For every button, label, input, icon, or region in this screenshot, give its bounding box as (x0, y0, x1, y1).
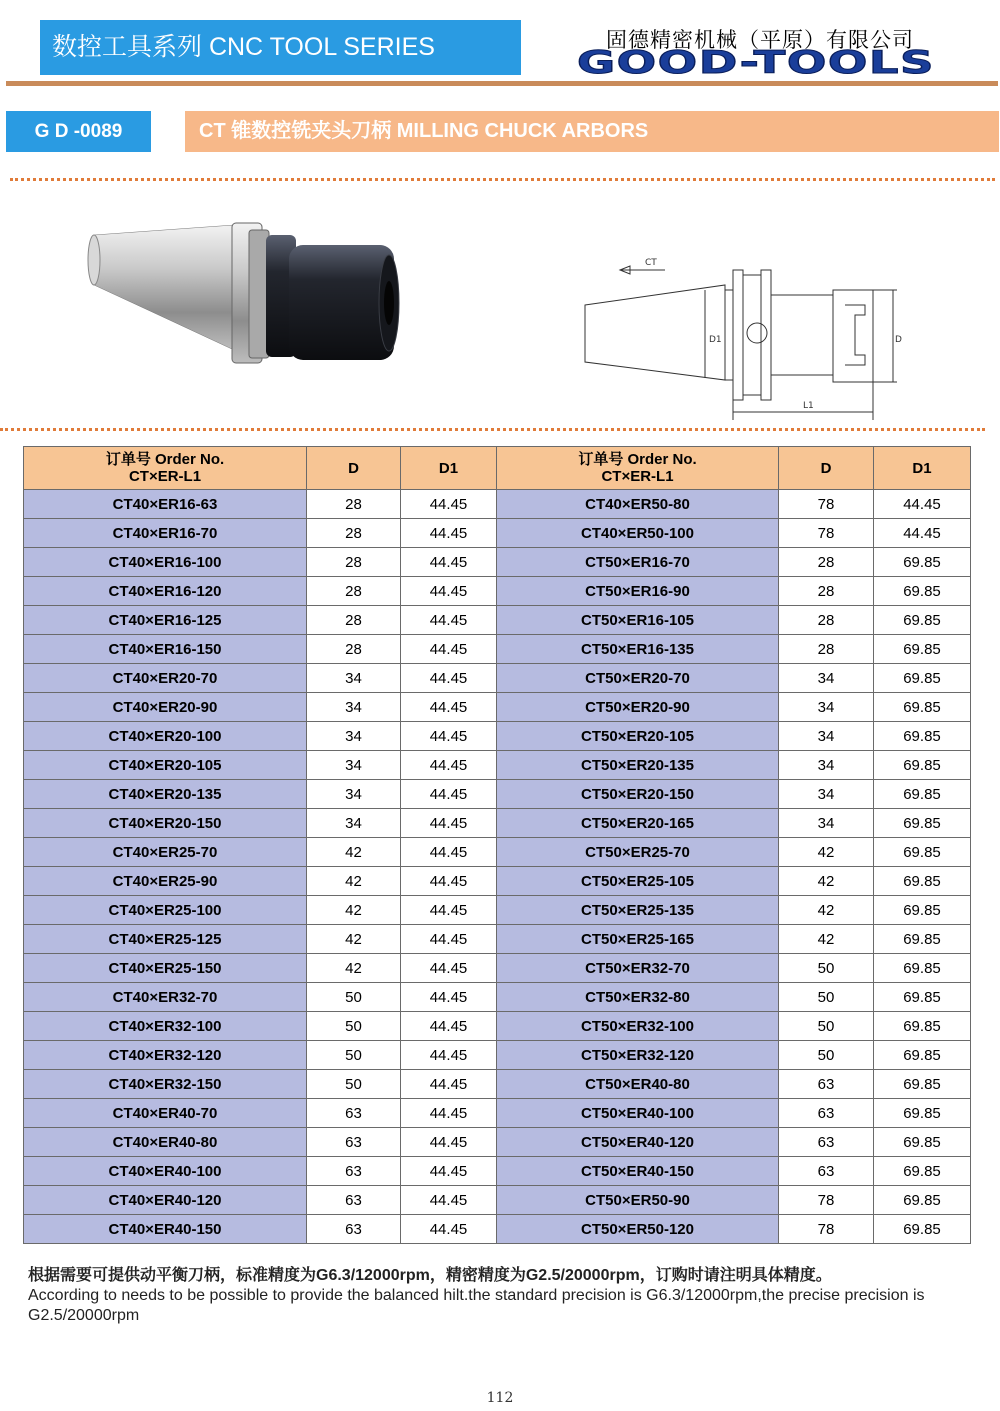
table-row (24, 954, 971, 983)
header-order-no (497, 447, 779, 490)
d1-cell: 44.45 (401, 1157, 497, 1186)
d1-cell: 44.45 (874, 519, 971, 548)
order-no-cell: CT50×ER20-150 (497, 780, 779, 809)
header-order-line2: CT×ER-L1 (128, 468, 202, 485)
product-title: CT 锥数控铣夹头刀柄 MILLING CHUCK ARBORS (185, 111, 999, 152)
d-cell: 34 (307, 809, 401, 838)
d-cell: 50 (307, 1041, 401, 1070)
table-row (24, 1186, 971, 1215)
d1-cell: 44.45 (401, 1012, 497, 1041)
table-row (24, 983, 971, 1012)
order-no-cell: CT40×ER32-100 (24, 1012, 307, 1041)
d-cell: 63 (307, 1128, 401, 1157)
header-d: D (779, 447, 874, 490)
order-no-cell: CT50×ER20-105 (497, 722, 779, 751)
d-cell: 34 (307, 664, 401, 693)
table-row (24, 1128, 971, 1157)
d1-cell: 69.85 (874, 635, 971, 664)
table-row (24, 722, 971, 751)
d1-cell: 44.45 (401, 867, 497, 896)
d-cell: 78 (779, 1215, 874, 1244)
d-cell: 50 (779, 1012, 874, 1041)
d-cell: 42 (307, 896, 401, 925)
d-cell: 28 (779, 577, 874, 606)
d-cell: 50 (307, 983, 401, 1012)
d-cell: 42 (307, 954, 401, 983)
d1-cell: 44.45 (401, 983, 497, 1012)
header-order-line1: 订单号 Order No. (105, 451, 225, 468)
d1-cell: 44.45 (401, 664, 497, 693)
d1-cell: 69.85 (874, 548, 971, 577)
order-no-cell: CT50×ER40-120 (497, 1128, 779, 1157)
table-row (24, 838, 971, 867)
d1-cell: 44.45 (401, 519, 497, 548)
d-cell: 42 (307, 867, 401, 896)
d1-cell: 44.45 (401, 1099, 497, 1128)
d-cell: 42 (779, 925, 874, 954)
order-no-cell: CT50×ER20-135 (497, 751, 779, 780)
d1-cell: 44.45 (401, 635, 497, 664)
order-no-cell: CT40×ER32-120 (24, 1041, 307, 1070)
d-cell: 42 (779, 867, 874, 896)
d1-cell: 44.45 (401, 1215, 497, 1244)
spec-table (23, 446, 971, 1244)
order-no-cell: CT50×ER40-100 (497, 1099, 779, 1128)
product-code: G D -0089 (6, 111, 151, 152)
d-cell: 63 (307, 1157, 401, 1186)
order-no-cell: CT50×ER50-90 (497, 1186, 779, 1215)
order-no-cell: CT40×ER40-70 (24, 1099, 307, 1128)
order-no-cell: CT50×ER16-105 (497, 606, 779, 635)
technical-drawing (575, 250, 915, 425)
table-row (24, 1099, 971, 1128)
d-cell: 42 (307, 925, 401, 954)
header-order-no (24, 447, 307, 490)
table-row (24, 606, 971, 635)
order-no-cell: CT40×ER16-70 (24, 519, 307, 548)
d-cell: 50 (307, 1012, 401, 1041)
table-row (24, 751, 971, 780)
d-cell: 42 (779, 838, 874, 867)
d-cell: 28 (779, 548, 874, 577)
order-no-cell: CT40×ER16-63 (24, 490, 307, 519)
d1-cell: 69.85 (874, 606, 971, 635)
d-cell: 34 (779, 751, 874, 780)
d1-cell: 69.85 (874, 925, 971, 954)
d1-cell: 44.45 (401, 1041, 497, 1070)
order-no-cell: CT50×ER40-80 (497, 1070, 779, 1099)
order-no-cell: CT40×ER20-135 (24, 780, 307, 809)
table-row (24, 1157, 971, 1186)
order-no-cell: CT40×ER16-100 (24, 548, 307, 577)
order-no-cell: CT40×ER25-125 (24, 925, 307, 954)
table-header-row (24, 447, 971, 490)
order-no-cell: CT40×ER20-150 (24, 809, 307, 838)
d-cell: 78 (779, 519, 874, 548)
d1-cell: 44.45 (401, 896, 497, 925)
order-no-cell: CT50×ER32-70 (497, 954, 779, 983)
order-no-cell: CT50×ER32-100 (497, 1012, 779, 1041)
order-no-cell: CT40×ER32-150 (24, 1070, 307, 1099)
table-row (24, 577, 971, 606)
order-no-cell: CT50×ER40-150 (497, 1157, 779, 1186)
d-cell: 28 (779, 635, 874, 664)
label-l1: L1 (803, 401, 814, 411)
d1-cell: 69.85 (874, 867, 971, 896)
header-d: D (307, 447, 401, 490)
d-cell: 42 (307, 838, 401, 867)
table-row (24, 867, 971, 896)
order-no-cell: CT50×ER16-90 (497, 577, 779, 606)
table-row (24, 780, 971, 809)
order-no-cell: CT50×ER32-120 (497, 1041, 779, 1070)
order-no-cell: CT40×ER40-100 (24, 1157, 307, 1186)
dotted-divider (10, 178, 995, 181)
order-no-cell: CT40×ER25-150 (24, 954, 307, 983)
header-divider (6, 81, 998, 86)
order-no-cell: CT50×ER25-165 (497, 925, 779, 954)
d-cell: 63 (307, 1215, 401, 1244)
header-order-line1: 订单号 Order No. (578, 451, 697, 468)
table-row (24, 519, 971, 548)
order-no-cell: CT50×ER20-165 (497, 809, 779, 838)
d1-cell: 44.45 (401, 490, 497, 519)
balance-note (28, 1266, 958, 1326)
table-row (24, 896, 971, 925)
d-cell: 63 (779, 1128, 874, 1157)
header-order-line2: CT×ER-L1 (601, 468, 674, 485)
order-no-cell: CT40×ER16-150 (24, 635, 307, 664)
note-cn: 根据需要可提供动平衡刀柄，标准精度为G6.3/12000rpm，精密精度为G2.5/20000rpm，订购时请注明具体精度。 (28, 1267, 832, 1284)
d-cell: 34 (307, 693, 401, 722)
d1-cell: 69.85 (874, 1041, 971, 1070)
order-no-cell: CT40×ER16-125 (24, 606, 307, 635)
d-cell: 28 (307, 606, 401, 635)
d1-cell: 44.45 (401, 722, 497, 751)
d-cell: 28 (307, 577, 401, 606)
d-cell: 50 (779, 983, 874, 1012)
order-no-cell: CT40×ER40-80 (24, 1128, 307, 1157)
d1-cell: 69.85 (874, 1128, 971, 1157)
brand-logo-text: GOOD-TOOLS (577, 46, 935, 76)
order-no-cell: CT50×ER32-80 (497, 983, 779, 1012)
d1-cell: 44.45 (401, 809, 497, 838)
product-photo (84, 215, 404, 385)
order-no-cell: CT40×ER16-120 (24, 577, 307, 606)
order-no-cell: CT50×ER20-70 (497, 664, 779, 693)
d1-cell: 69.85 (874, 1012, 971, 1041)
table-row (24, 925, 971, 954)
d1-cell: 44.45 (401, 780, 497, 809)
d1-cell: 69.85 (874, 983, 971, 1012)
d-cell: 34 (779, 722, 874, 751)
d-cell: 34 (307, 751, 401, 780)
d1-cell: 44.45 (401, 954, 497, 983)
table-row (24, 635, 971, 664)
d-cell: 28 (307, 490, 401, 519)
order-no-cell: CT40×ER32-70 (24, 983, 307, 1012)
note-en: According to needs to be possible to provide the balanced hilt.the standard precision is G6.3/12000rpm,the precise precision is G2.5/20000rpm (28, 1287, 925, 1324)
d-cell: 34 (779, 693, 874, 722)
order-no-cell: CT40×ER40-150 (24, 1215, 307, 1244)
d-cell: 63 (779, 1070, 874, 1099)
d1-cell: 69.85 (874, 896, 971, 925)
order-no-cell: CT50×ER16-70 (497, 548, 779, 577)
label-d: D (895, 335, 902, 345)
table-row (24, 1215, 971, 1244)
d-cell: 34 (307, 780, 401, 809)
d-cell: 63 (779, 1099, 874, 1128)
d1-cell: 69.85 (874, 722, 971, 751)
d1-cell: 44.45 (401, 838, 497, 867)
d1-cell: 69.85 (874, 780, 971, 809)
d1-cell: 44.45 (401, 577, 497, 606)
order-no-cell: CT40×ER50-100 (497, 519, 779, 548)
d1-cell: 69.85 (874, 693, 971, 722)
table-row (24, 490, 971, 519)
order-no-cell: CT40×ER25-90 (24, 867, 307, 896)
order-no-cell: CT40×ER25-70 (24, 838, 307, 867)
d-cell: 50 (779, 1041, 874, 1070)
table-row (24, 693, 971, 722)
d1-cell: 44.45 (401, 751, 497, 780)
order-no-cell: CT50×ER25-105 (497, 867, 779, 896)
d1-cell: 44.45 (401, 548, 497, 577)
brand-logo (575, 46, 937, 76)
d1-cell: 44.45 (401, 1186, 497, 1215)
table-row (24, 1012, 971, 1041)
table-row (24, 664, 971, 693)
company-name: 固德精密机械（平原）有限公司 (606, 29, 914, 52)
order-no-cell: CT50×ER25-70 (497, 838, 779, 867)
d1-cell: 69.85 (874, 1215, 971, 1244)
order-no-cell: CT50×ER50-120 (497, 1215, 779, 1244)
order-no-cell: CT50×ER16-135 (497, 635, 779, 664)
d-cell: 34 (779, 809, 874, 838)
order-no-cell: CT50×ER20-90 (497, 693, 779, 722)
order-no-cell: CT50×ER25-135 (497, 896, 779, 925)
d-cell: 34 (779, 780, 874, 809)
label-ct: CT (645, 258, 657, 268)
d-cell: 34 (779, 664, 874, 693)
d1-cell: 69.85 (874, 1157, 971, 1186)
order-no-cell: CT40×ER25-100 (24, 896, 307, 925)
order-no-cell: CT40×ER40-120 (24, 1186, 307, 1215)
order-no-cell: CT40×ER20-90 (24, 693, 307, 722)
d1-cell: 44.45 (401, 606, 497, 635)
order-no-cell: CT40×ER20-100 (24, 722, 307, 751)
d-cell: 50 (307, 1070, 401, 1099)
d-cell: 63 (307, 1099, 401, 1128)
d1-cell: 44.45 (401, 925, 497, 954)
d1-cell: 44.45 (874, 490, 971, 519)
label-d1: D1 (709, 335, 722, 345)
d1-cell: 69.85 (874, 1099, 971, 1128)
d-cell: 28 (307, 519, 401, 548)
d1-cell: 44.45 (401, 693, 497, 722)
header-d1: D1 (874, 447, 971, 490)
d1-cell: 69.85 (874, 1186, 971, 1215)
d-cell: 28 (779, 606, 874, 635)
d1-cell: 69.85 (874, 664, 971, 693)
table-row (24, 1070, 971, 1099)
d1-cell: 44.45 (401, 1128, 497, 1157)
order-no-cell: CT40×ER20-70 (24, 664, 307, 693)
order-no-cell: CT40×ER50-80 (497, 490, 779, 519)
series-banner: 数控工具系列 CNC TOOL SERIES (40, 20, 521, 75)
page-number: 112 (486, 1390, 514, 1406)
d1-cell: 69.85 (874, 751, 971, 780)
order-no-cell: CT40×ER20-105 (24, 751, 307, 780)
table-row (24, 548, 971, 577)
d-cell: 50 (779, 954, 874, 983)
d-cell: 34 (307, 722, 401, 751)
d-cell: 63 (779, 1157, 874, 1186)
table-row (24, 809, 971, 838)
d-cell: 78 (779, 1186, 874, 1215)
dotted-divider (0, 428, 985, 431)
d-cell: 42 (779, 896, 874, 925)
d-cell: 63 (307, 1186, 401, 1215)
d1-cell: 69.85 (874, 577, 971, 606)
d1-cell: 44.45 (401, 1070, 497, 1099)
header-d1: D1 (401, 447, 497, 490)
d1-cell: 69.85 (874, 809, 971, 838)
d1-cell: 69.85 (874, 838, 971, 867)
d-cell: 28 (307, 635, 401, 664)
d1-cell: 69.85 (874, 954, 971, 983)
d1-cell: 69.85 (874, 1070, 971, 1099)
d-cell: 28 (307, 548, 401, 577)
d-cell: 78 (779, 490, 874, 519)
table-row (24, 1041, 971, 1070)
